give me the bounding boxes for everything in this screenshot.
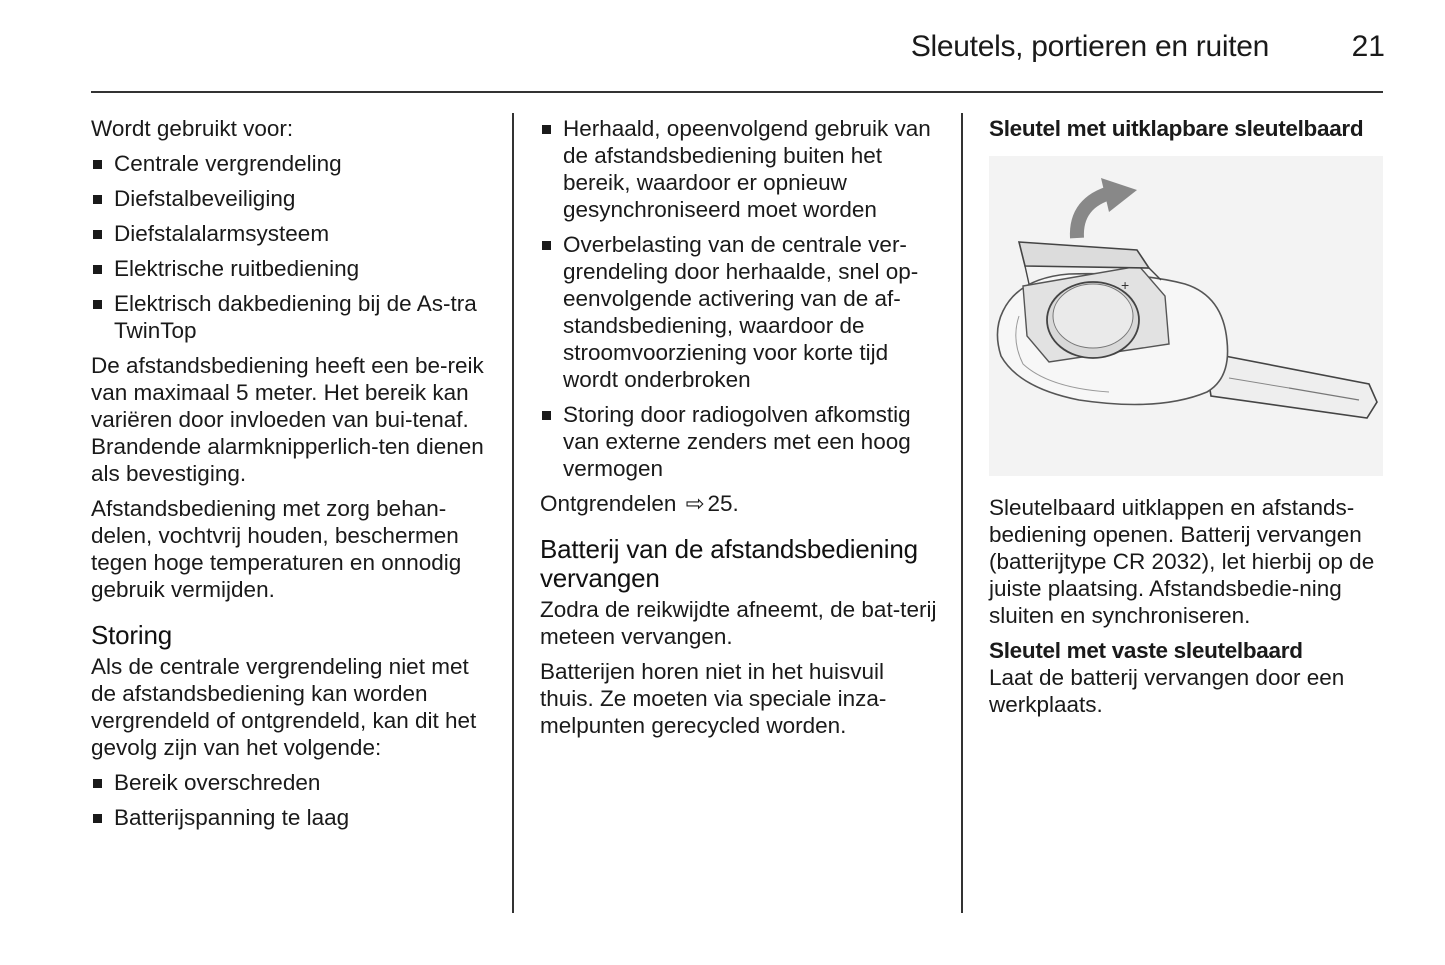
battery-paragraph-2: Batterijen horen niet in het huisvuil thuis. Ze moeten via speciale inza-melpunten gerecycled worden. <box>540 659 887 738</box>
uses-list <box>91 150 491 344</box>
battery-paragraph-1: Zodra de reikwijdte afneemt, de bat-terij meteen vervangen. <box>540 597 937 649</box>
battery-cover <box>1019 242 1149 268</box>
list-item: Diefstalbeveiliging <box>91 185 491 212</box>
column-divider-2 <box>961 113 963 913</box>
header-divider <box>91 91 1383 93</box>
list-item: Centrale vergrendeling <box>91 150 491 177</box>
list-item: Storing door radiogolven afkomstig van externe zenders met een hoog vermogen <box>540 401 940 482</box>
fault-causes-list-continued <box>540 115 940 482</box>
chapter-title: Sleutels, portieren en ruiten <box>910 30 1269 63</box>
column-divider-1 <box>512 113 514 913</box>
xref-page: 25. <box>707 491 739 516</box>
key-blade <box>1204 352 1377 418</box>
battery-coin-face <box>1053 284 1133 348</box>
fixedkey-heading: Sleutel met vaste sleutelbaard <box>989 638 1303 663</box>
column-3 <box>989 115 1385 726</box>
column-2 <box>540 115 940 747</box>
cover-hinge <box>1025 266 1029 284</box>
key-battery-illustration <box>989 156 1383 476</box>
page-number: 21 <box>1351 30 1385 63</box>
uses-intro: Wordt gebruikt voor: <box>91 116 294 141</box>
list-item: Herhaald, opeenvolgend gebruik van de afstandsbediening buiten het bereik, waardoor er opnieuw gesynchroniseerd moet worden <box>540 115 940 223</box>
lift-arrow-head-icon <box>1101 178 1137 212</box>
list-item: Elektrische ruitbediening <box>91 255 491 282</box>
fault-heading: Storing <box>91 620 172 650</box>
list-item: Batterijspanning te laag <box>91 804 491 831</box>
column-1 <box>91 115 491 839</box>
list-item: Bereik overschreden <box>91 769 491 796</box>
xref-label: Ontgrendelen <box>540 491 677 516</box>
fixedkey-paragraph: Laat de batterij vervangen door een werkplaats. <box>989 665 1345 717</box>
xref-arrow-icon: ⇨ <box>685 491 705 516</box>
key-illustration-svg <box>989 156 1383 476</box>
care-paragraph: Afstandsbediening met zorg behan-delen, vochtvrij houden, beschermen tegen hoge temperaturen en onnodig gebruik vermijden. <box>91 496 462 602</box>
list-item: Elektrisch dakbediening bij de As-tra TwinTop <box>91 290 491 344</box>
cross-reference[interactable] <box>540 490 940 517</box>
range-paragraph: De afstandsbediening heeft een be-reik van maximaal 5 meter. Het bereik kan variëren door invloeden van bui-tenaf. Brandende alarmknipperlich-ten dienen als bevestiging. <box>91 353 484 486</box>
fault-causes-list <box>91 769 491 831</box>
foldkey-paragraph: Sleutelbaard uitklappen en afstands-bediening openen. Batterij vervangen (batterijtype CR 2032), let hierbij op de juiste plaatsing. Afstandsbedie-ning sluiten en synchroniseren. <box>989 495 1375 628</box>
foldkey-heading: Sleutel met uitklapbare sleutelbaard <box>989 116 1364 141</box>
battery-heading: Batterij van de afstandsbediening vervangen <box>540 534 918 593</box>
battery-plus-symbol: + <box>1121 277 1130 293</box>
list-item: Diefstalalarmsysteem <box>91 220 491 247</box>
fault-paragraph: Als de centrale vergrendeling niet met de afstandsbediening kan worden vergrendeld of ontgrendeld, kan dit het gevolg zijn van het volgende: <box>91 654 477 760</box>
list-item: Overbelasting van de centrale ver-grendeling door herhaalde, snel op-eenvolgende activering van de af-standsbediening, waardoor de stroomvoorziening voor korte tijd wordt onderbroken <box>540 231 940 393</box>
